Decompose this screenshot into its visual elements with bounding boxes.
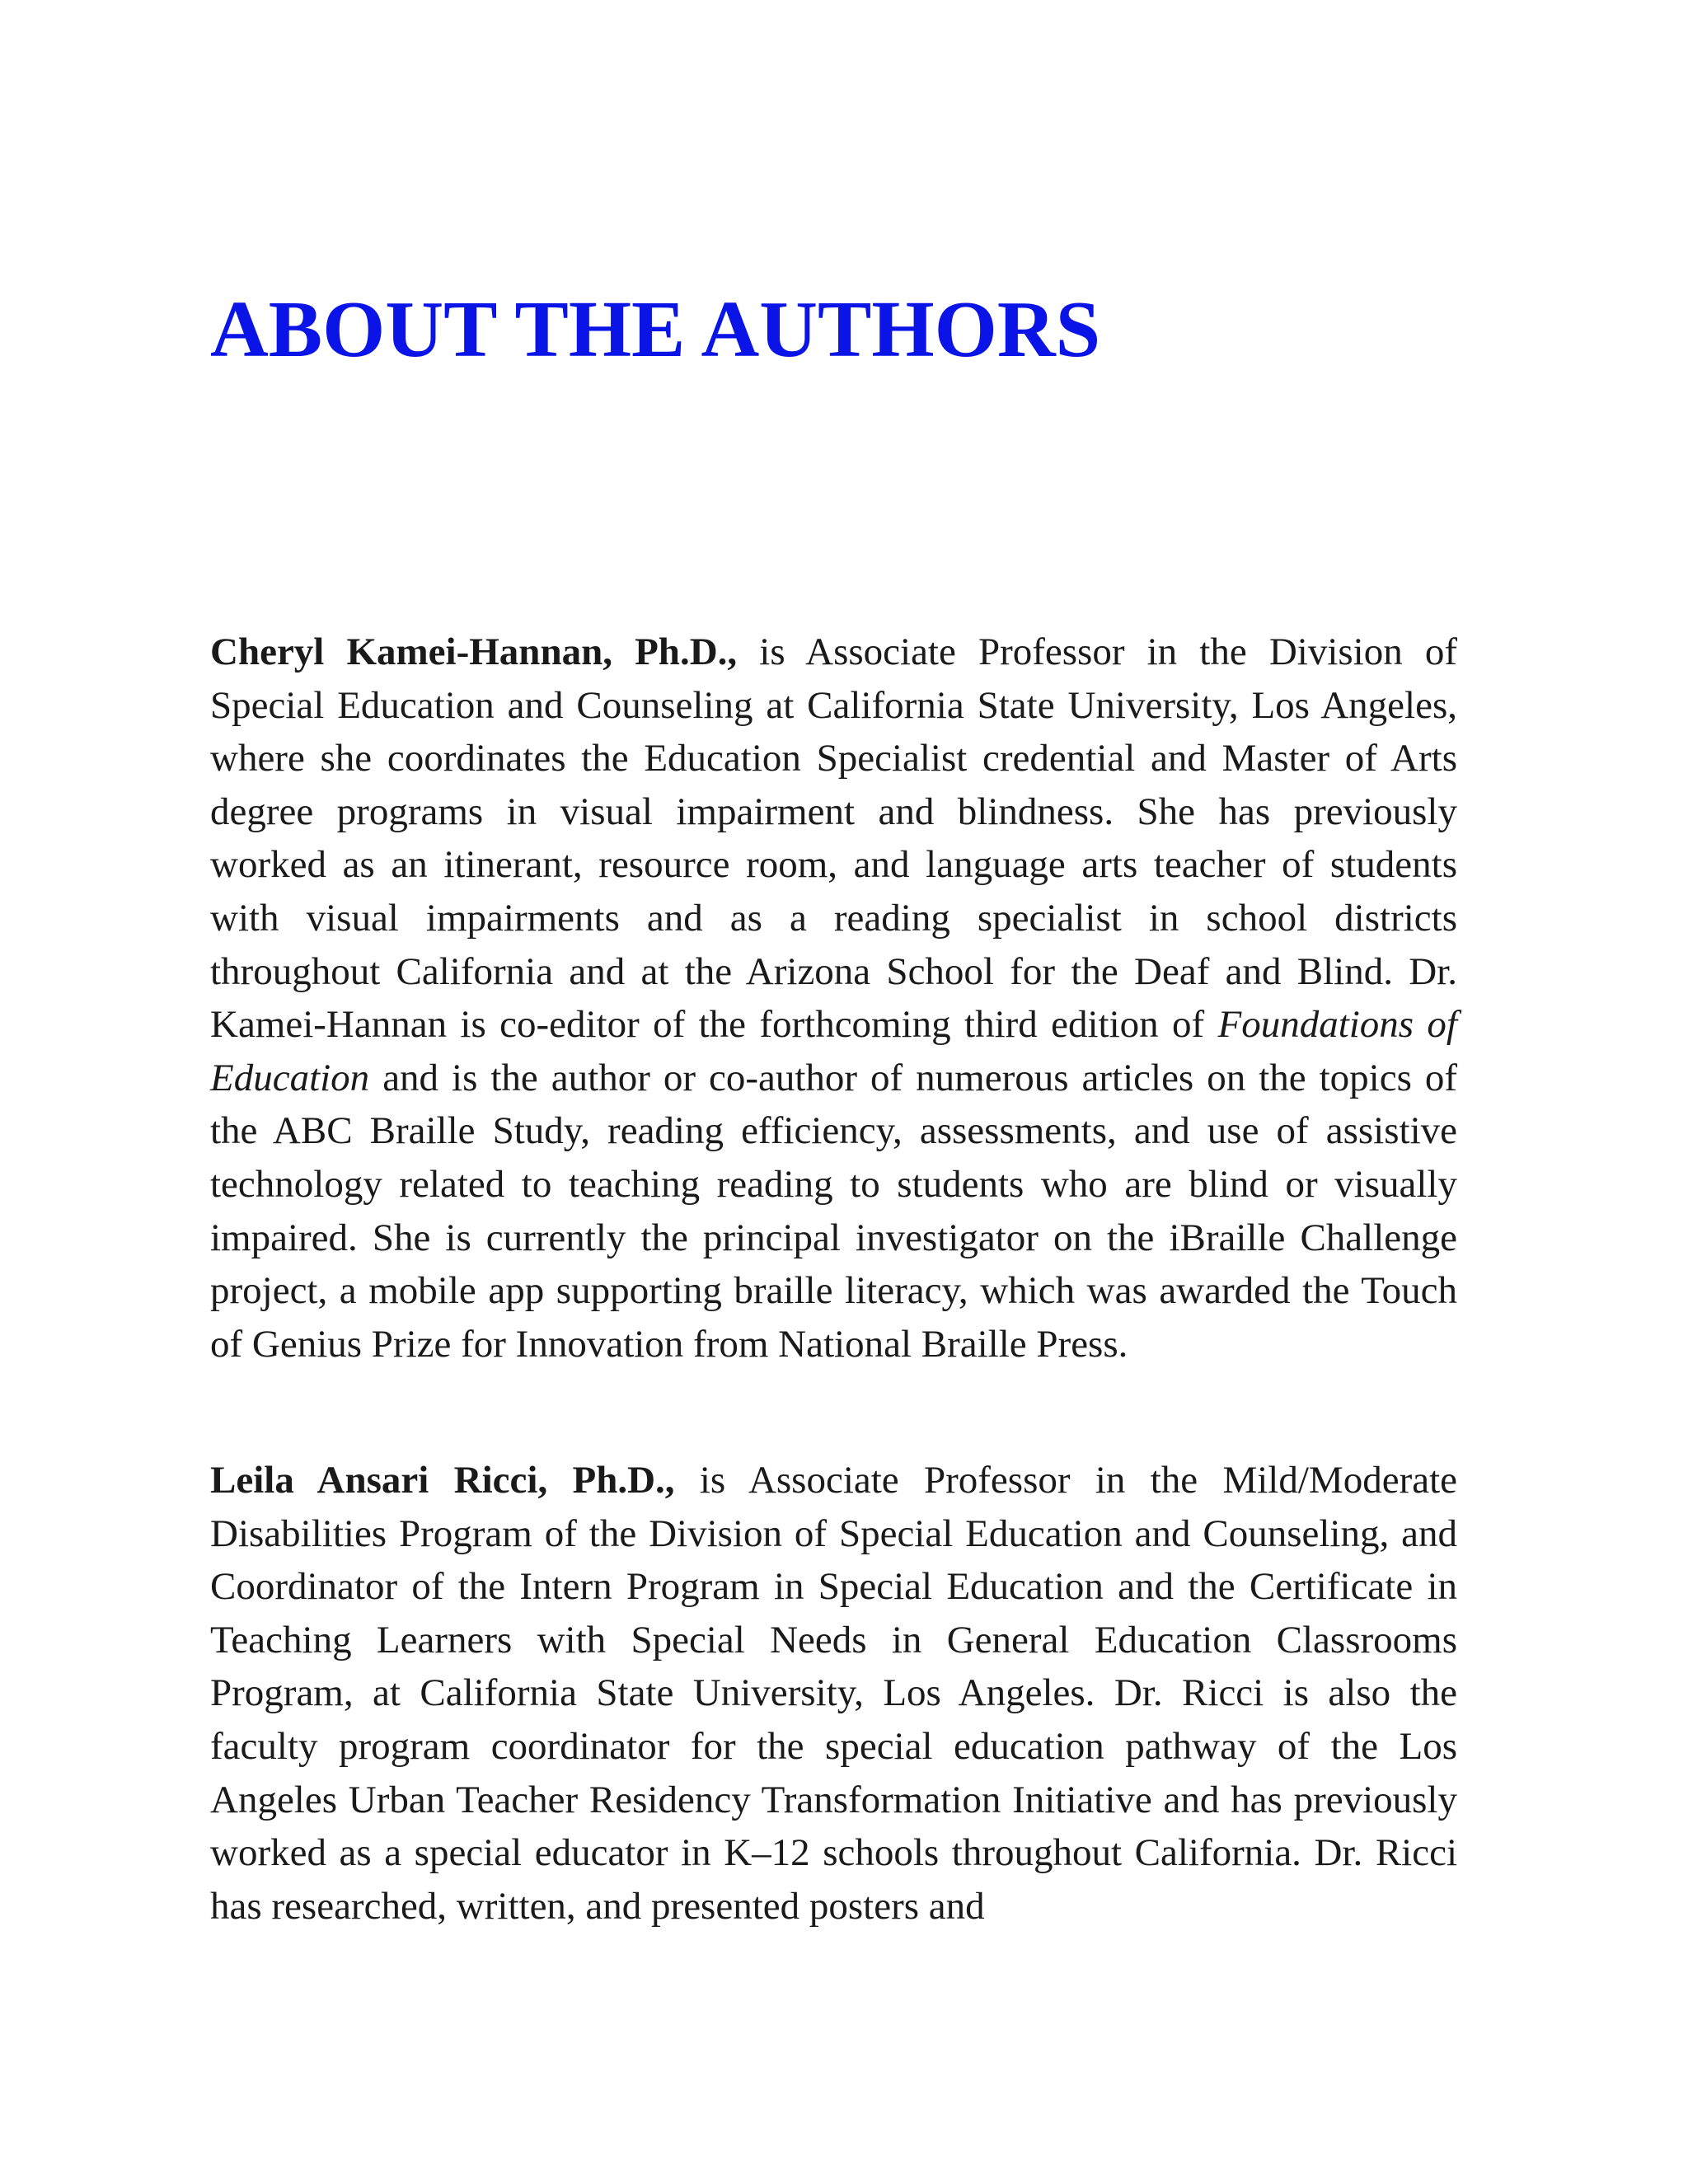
author-name: Leila Ansari Ricci, Ph.D.,	[210, 1459, 675, 1502]
author-bio-kamei-hannan	[210, 626, 1457, 1371]
author-bio-text: is Associate Professor in the Mild/Moderate Disabilities Program of the Division of Special Education and Counseling, and Coordinator of the Intern Program in Special Education and the Certificate in Teaching Learners with Special Needs in General Education Classrooms Program, at California State University, Los Angeles. Dr. Ricci is also the faculty program coordinator for the special education pathway of the Los Angeles Urban Teacher Residency Transformation Initiative and has previously worked as a special educator in K–12 schools throughout California. Dr. Ricci has researched, written, and presented posters and	[210, 1459, 1458, 1928]
author-bio-ricci	[210, 1454, 1457, 1933]
document-page	[210, 0, 1457, 2184]
page-heading: ABOUT THE AUTHORS	[210, 285, 1101, 374]
author-name: Cheryl Kamei-Hannan, Ph.D.,	[210, 630, 738, 673]
author-bio-text: is Associate Professor in the Division of Special Education and Counseling at California State University, Los Angeles, where she coordinates the Education Specialist credential and Master of Arts degree programs in visual impairment and blindness. She has previously worked as an itinerant, resource room, and language arts teacher of students with visual impairments and as a reading specialist in school districts throughout California and at the Arizona School for the Deaf and Blind. Dr. Kamei-Hannan is co-editor of the forthcoming third edition of	[210, 630, 1457, 1047]
book-title: Foundations of Education	[210, 1003, 1457, 1099]
author-bio-text: and is the author or co-author of numerous articles on the topics of the ABC Braille Study, reading efficiency, assessments, and use of assistive technology related to teaching reading to students who are blind or visually impaired. She is currently the principal investigator on the iBraille Challenge project, a mobile app supporting braille literacy, which was awarded the Touch of Genius Prize for Innovation from National Braille Press.	[210, 1056, 1458, 1366]
